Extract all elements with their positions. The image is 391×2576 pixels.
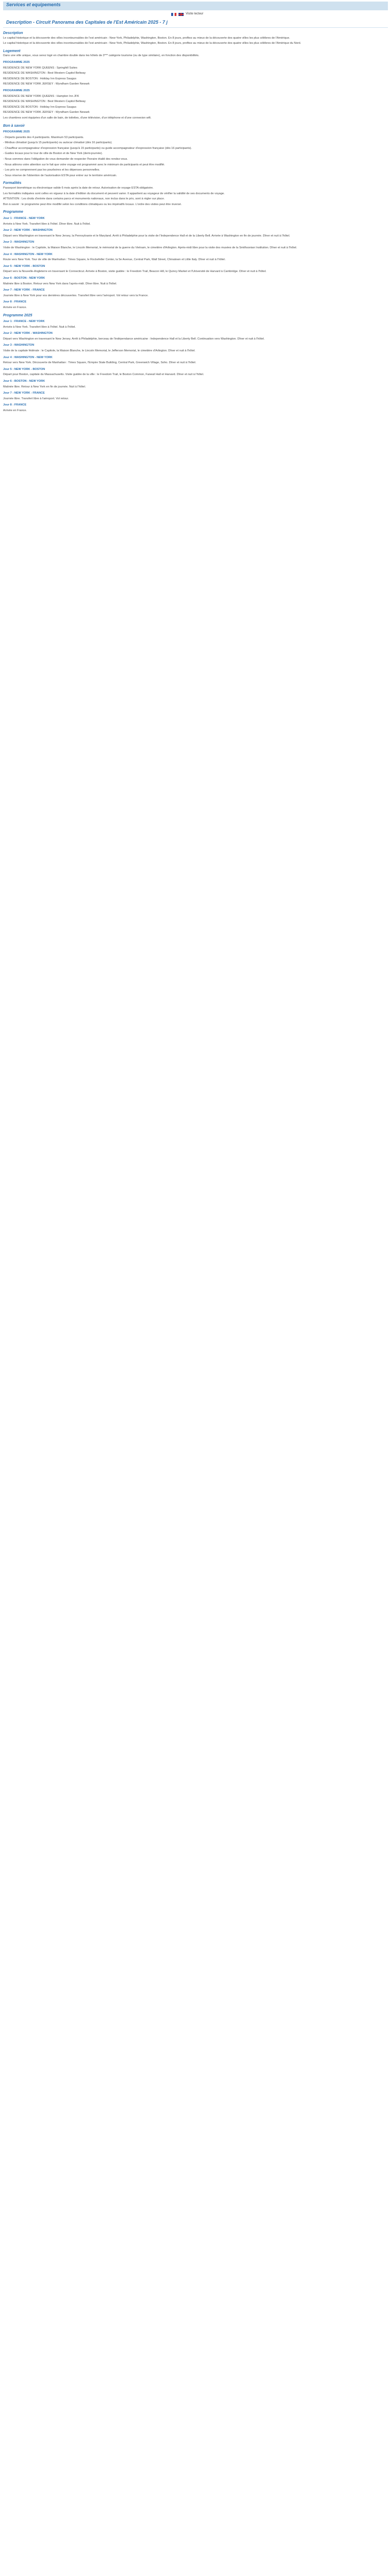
section-paragraph: Bon à savoir : le programme peut être modifié selon les conditions climatiques ou les impératifs locaux. L'ordre des visites peut être inversé. [3,202,182,206]
section-heading: Programme [3,210,23,214]
section-paragraph: Journée libre. Transfert libre à l'aéroport. Vol retour. [3,397,69,400]
section-paragraph: Jour 2 : NEW YORK - WASHINGTON [3,229,53,232]
section-paragraph: RESIDENCE DE WASHINGTON : Best Western Capitol Beltway [3,72,86,75]
english-flag-icon[interactable] [178,13,184,16]
section-paragraph: RESIDENCE DE NEW YORK QUEENS : Hampton Inn JFK [3,94,79,98]
section-paragraph: - Minibus climatisé (jusqu'à 15 participants) ou autocar climatisé (dès 16 participants). [3,141,112,145]
section-paragraph: Le capital historique et la découverte des villes incontournables de l'est américain : New-York, Philadelphie, Washington, Boston. En 8 jours, profitez au mieux de la découverte des quatre villes les plus célèbres de l'Amérique du Nord. [3,42,301,45]
section-paragraph: Jour 1 : FRANCE - NEW YORK [3,320,45,324]
section-paragraph: Matinée libre. Retour à New York en fin de journée. Nuit à l'hôtel. [3,385,86,388]
section-paragraph: Visite de Washington : le Capitole, la Maison Blanche, le Lincoln Memorial, le mémorial de la guerre du Vietnam, le cimetière d'Arlington. Après-midi libre pour la visite des musées de la Smithsonian Institution. Dîner et nuit à l'hôtel. [3,246,297,249]
section-paragraph: Jour 5 : NEW YORK - BOSTON [3,264,45,268]
section-paragraph: Jour 8 : FRANCE [3,403,27,407]
section-paragraph: PROGRAMME 2025 [3,89,30,92]
section-paragraph: Arrivée en France. [3,306,27,309]
section-paragraph: Jour 4 : WASHINGTON - NEW YORK [3,252,53,256]
section-paragraph: Jour 6 : BOSTON - NEW YORK [3,276,45,280]
section-paragraph: - Nous attirons votre attention sur le fait que votre voyage est programmé avec le minimum de participants et peut être modifié. [3,163,165,166]
section-paragraph: PROGRAMME 2025 [3,130,30,134]
section-heading: Description [3,31,23,35]
section-paragraph: Départ vers la Nouvelle-Angleterre en traversant le Connecticut. Arrivée à Boston, visite guidée : le Freedom Trail, Beacon Hill, le Quincy Market et l'Université de Harvard à Cambridge. Dîner et nuit à l'hôtel. [3,270,267,274]
section-paragraph: Jour 4 : WASHINGTON - NEW YORK [3,355,53,359]
section-paragraph: Départ vers Washington en traversant le New Jersey, la Pennsylvanie et le Maryland. Arrêt à Philadelphie pour la visite de l'Independence Hall et de la Liberty Bell. Arrivée à Washington en fin de journée. Dîner et nuit à l'hôtel. [3,234,290,238]
section-heading: Formalités [3,181,22,185]
section-paragraph: Jour 1 : FRANCE - NEW YORK [3,217,45,220]
section-paragraph: - Les prix ne comprennent pas les pourboires et les dépenses personnelles. [3,168,100,172]
section-paragraph: Jour 6 : BOSTON - NEW YORK [3,380,45,383]
section-paragraph: Visite de la capitale fédérale : le Capitole, la Maison Blanche, le Lincoln Memorial, le Jefferson Memorial, le cimetière d'Arlington. Dîner et nuit à l'hôtel. [3,349,196,353]
section-paragraph: RESIDENCE DE BOSTON : Holiday Inn Express Saugus [3,77,76,80]
section-paragraph: Route vers New York. Tour de ville de Manhattan : Times Square, le Rockefeller Center, la 5e Avenue, Central Park, Wall Street, Chinatown et Little Italy. Dîner et nuit à l'hôtel. [3,258,226,262]
section-paragraph: - Guides locaux pour le tour de ville de Boston et de New York (demi-journée). [3,152,103,156]
section-paragraph: Retour vers New York. Découverte de Manhattan : Times Square, l'Empire State Building, Central Park, Greenwich Village, Soho. Dîner et nuit à l'hôtel. [3,361,197,365]
section-paragraph: Passeport biométrique ou électronique valide 6 mois après la date de retour. Autorisation de voyage ESTA obligatoire. [3,187,154,190]
section-paragraph: - Départs garantis des 4 participants. Maximum 53 participants. [3,135,84,139]
section-paragraph: Le capital historique et la découverte des villes incontournables de l'est américain : New-York, Philadelphie, Washington, Boston. En 8 jours, profitez au mieux de la découverte des quatre villes les plus célèbres de l'Amérique. [3,36,290,40]
section-paragraph: PROGRAMME 2025 [3,60,30,64]
section-paragraph: - Chauffeur accompagnateur d'expression française (jusqu'à 15 participants) ou guide accompagnateur d'expression française (dès 16 participants). [3,146,192,150]
services-banner: Services et equipements [3,2,388,10]
section-heading: Bon à savoir [3,124,25,128]
section-paragraph: RESIDENCE DE WASHINGTON : Best Western Capitol Beltway [3,100,86,104]
section-paragraph: Arrivée à New York. Transfert libre à l'hôtel. Dîner libre. Nuit à l'hôtel. [3,222,91,226]
section-paragraph: Jour 3 : WASHINGTON [3,344,35,347]
section-paragraph: RESIDENCE DE BOSTON : Holiday Inn Express Saugus [3,105,76,109]
section-paragraph: Jour 7 : NEW YORK - FRANCE [3,289,45,292]
language-bar [3,10,388,19]
section-paragraph: Matinée libre à Boston. Retour vers New York dans l'après-midi. Dîner libre. Nuit à l'hôtel. [3,282,117,285]
section-paragraph: Les chambres sont équipées d'un salle de bain, de toilettes, d'une télévision, d'un téléphone et d'une connexion wifi. [3,116,152,120]
section-paragraph: Jour 2 : NEW YORK - WASHINGTON [3,332,53,335]
language-label[interactable]: Visite lecteur [186,12,204,15]
section-paragraph: RESIDENCE DE NEW YORK QUEENS : Springhill Suites [3,66,77,70]
section-paragraph: Dans une ville unique, vous serez logé en chambre double dans les hôtels de 3*** catégorie tourisme (ou de type similaire), en fonction des disponibilités. [3,54,200,58]
section-paragraph: RESIDENCE DE NEW YORK JERSEY : Wyndham Garden Newark [3,111,90,114]
section-heading: Logement [3,49,21,53]
section-paragraph: ATTENTION : Les droits d'entrée dans certains parcs et monuments nationaux, non inclus dans le prix, sont à régler sur place. [3,197,165,201]
section-paragraph: Départ pour Boston, capitale du Massachusetts. Visite guidée de la ville : le Freedom Trail, le Boston Common, Faneuil Hall et Harvard. Dîner et nuit à l'hôtel. [3,373,204,377]
page [0,2,391,420]
french-flag-icon[interactable] [171,13,176,16]
section-paragraph: Jour 3 : WASHINGTON [3,241,35,244]
section-paragraph: Arrivée en France. [3,409,27,412]
content-sections [3,31,388,413]
section-paragraph: Jour 5 : NEW YORK - BOSTON [3,367,45,371]
section-heading: Programme 2025 [3,313,32,317]
page-title: Description - Circuit Panorama des Capitales de l'Est Américain 2025 - 7 j [3,19,388,28]
section-paragraph: - Nous sommes dans l'obligation de vous demander de respecter l'horaire établi des rendez-vous. [3,158,128,161]
section-paragraph: - Sous réserve de l'obtention de l'autorisation ESTA pour entrer sur le territoire américain. [3,174,117,177]
section-paragraph: Les formalités indiquées sont celles en vigueur à la date d'édition du document et peuvent varier. Il appartient au voyageur de vérifier la validité de ses documents de voyage. [3,192,225,195]
section-paragraph: Arrivée à New York. Transfert libre à l'hôtel. Nuit à l'hôtel. [3,325,76,329]
section-paragraph: RESIDENCE DE NEW YORK JERSEY : Wyndham Garden Newark [3,82,90,86]
section-paragraph: Départ vers Washington en traversant le New Jersey. Arrêt à Philadelphie, berceau de l'indépendance américaine : Independence Hall et la Liberty Bell. Continuation vers Washington. Dîner et nuit à l'hôtel. [3,337,265,341]
section-paragraph: Jour 8 : FRANCE [3,300,27,304]
section-paragraph: Jour 7 : NEW YORK - FRANCE [3,392,45,395]
section-paragraph: Journée libre à New York pour vos dernières découvertes. Transfert libre vers l'aéroport. Vol retour vers la France. [3,294,149,297]
